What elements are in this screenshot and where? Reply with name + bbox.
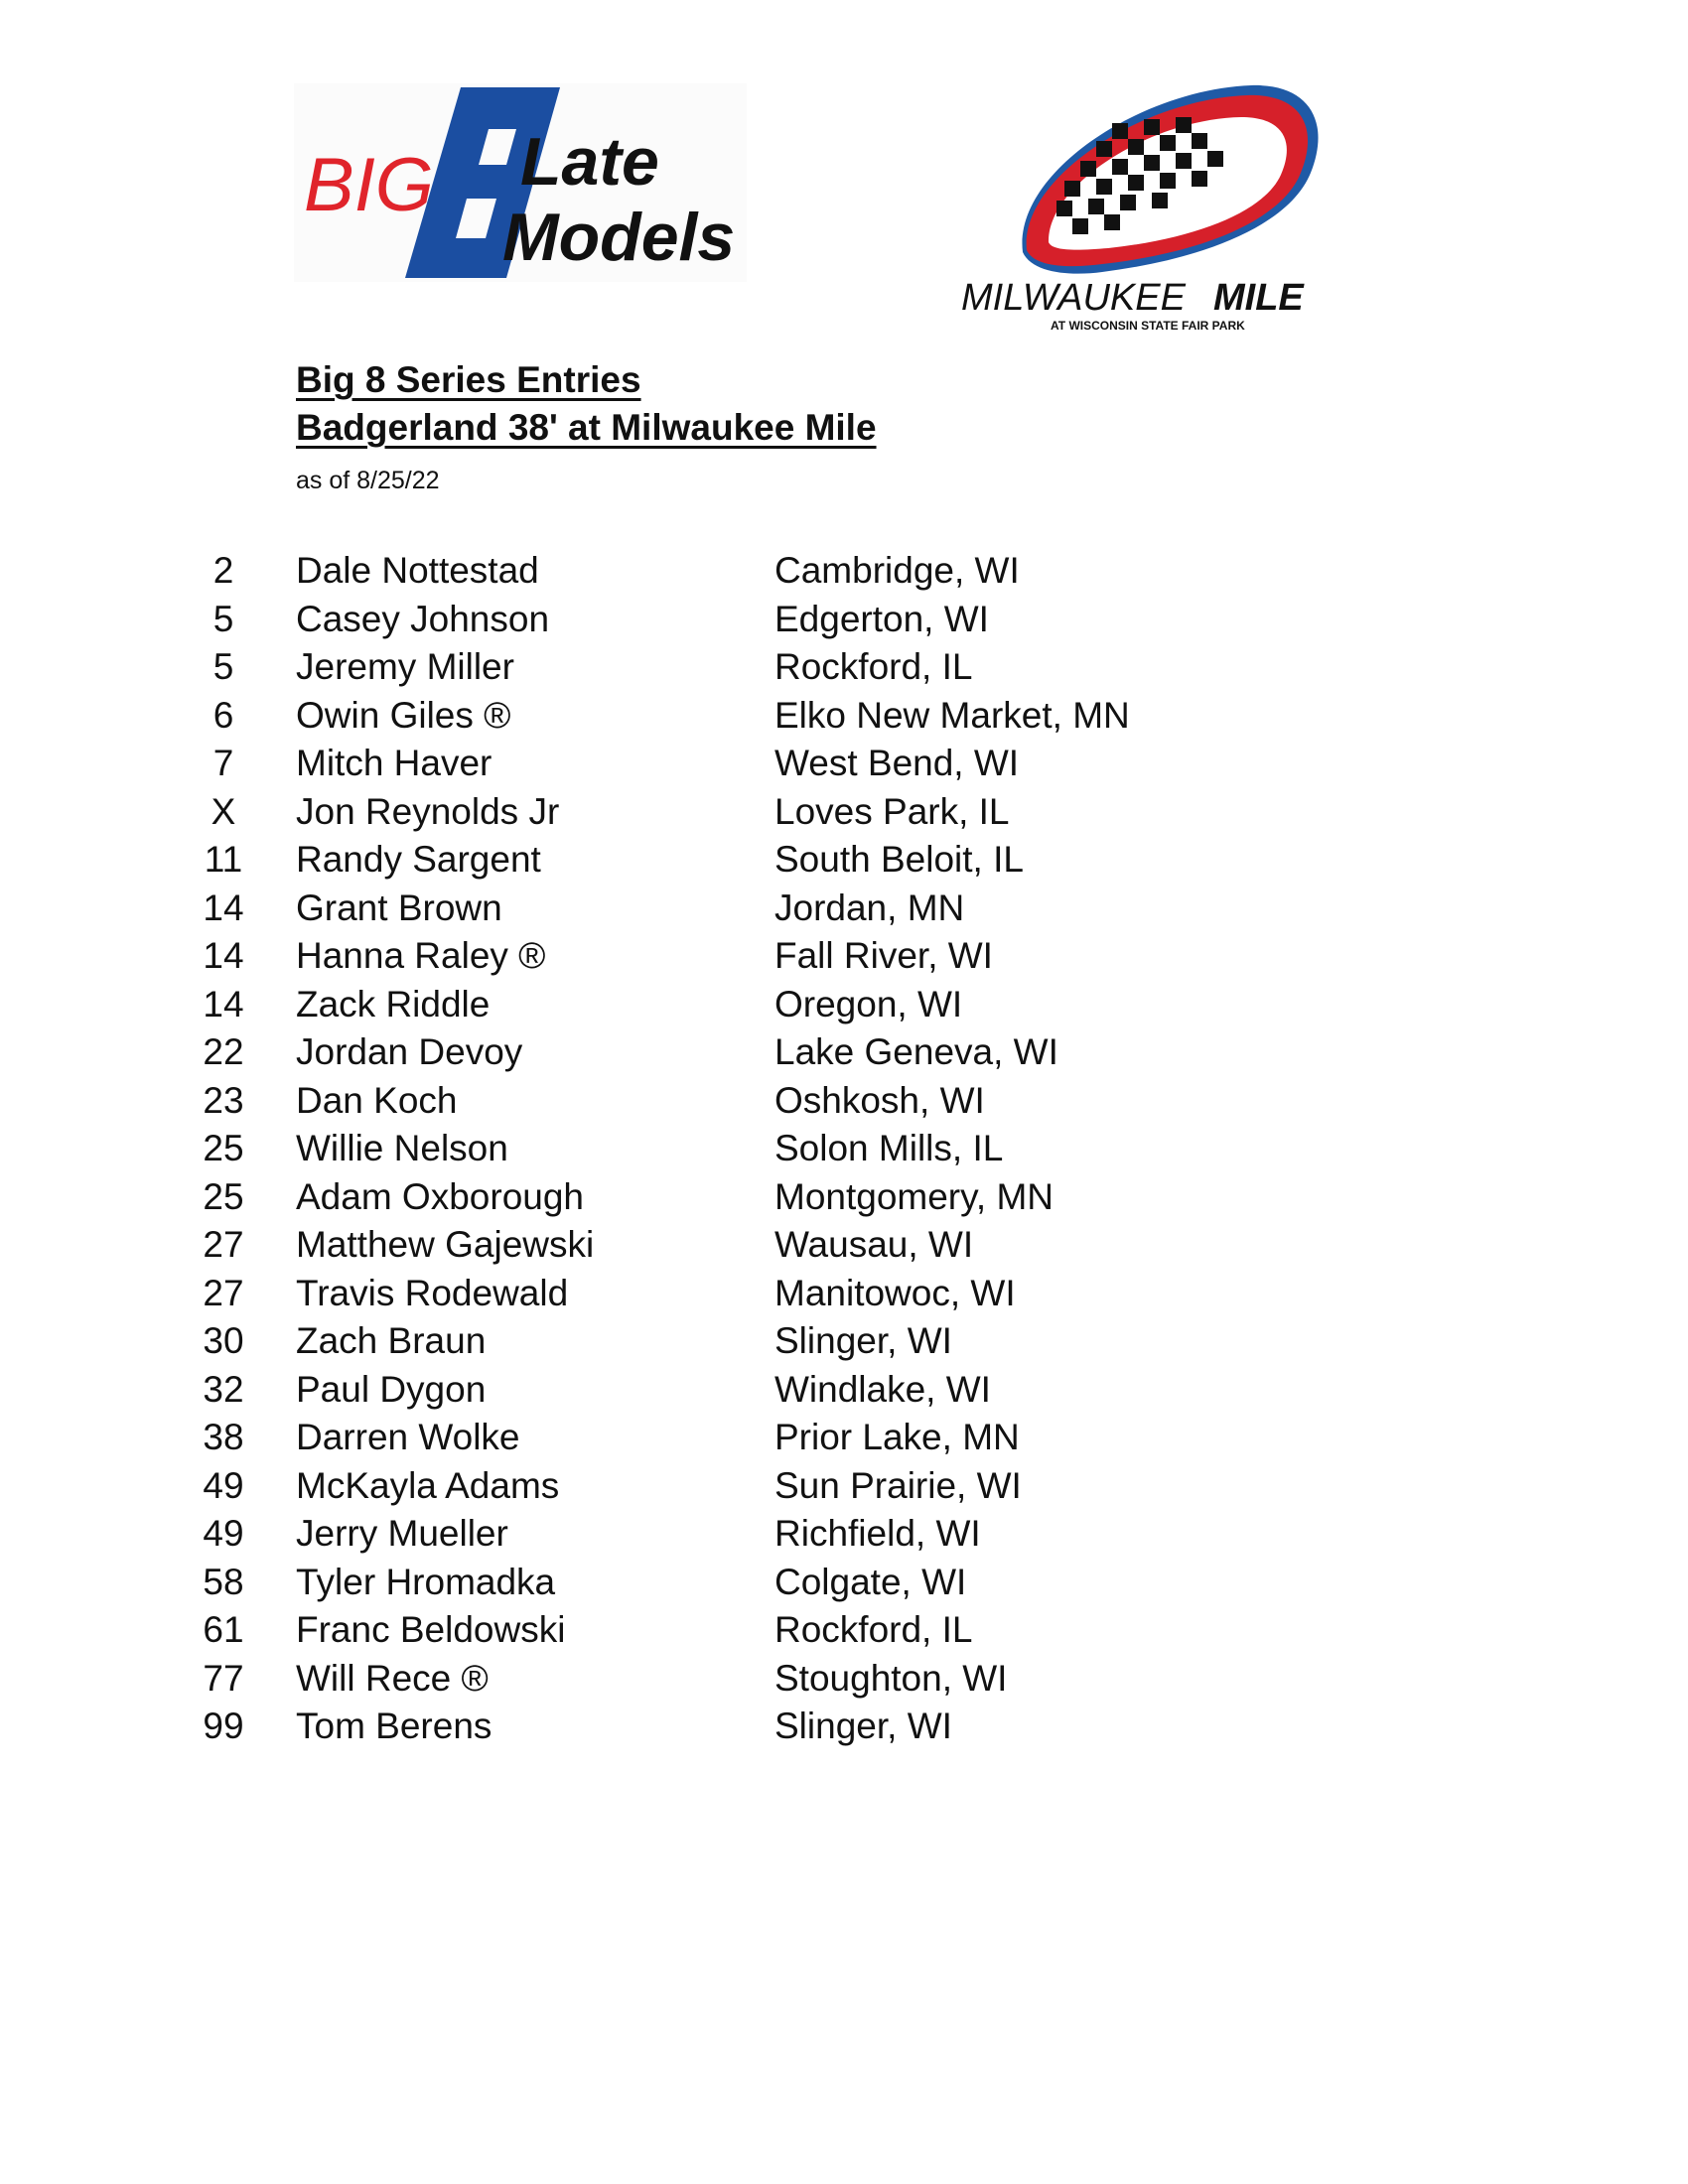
- hometown: Edgerton, WI: [774, 598, 989, 639]
- driver-name: Jon Reynolds Jr: [296, 790, 560, 832]
- entry-row: [0, 1273, 1688, 1321]
- milwaukee-mile-logo: [953, 83, 1340, 338]
- entry-row: [0, 1080, 1688, 1129]
- driver-name: Hanna Raley ®: [296, 935, 546, 976]
- car-number: 23: [203, 1079, 244, 1121]
- milwaukee-mile-logo-mile-text: MILE: [1213, 277, 1304, 319]
- hometown: Solon Mills, IL: [774, 1128, 1004, 1168]
- big8-logo-graphic: [294, 83, 747, 282]
- hometown: Colgate, WI: [774, 1561, 967, 1602]
- driver-name: Dan Koch: [296, 1079, 458, 1121]
- hometown: Slinger, WI: [774, 1706, 952, 1746]
- hometown: Sun Prairie, WI: [774, 1464, 1022, 1506]
- car-number: 49: [203, 1464, 244, 1506]
- car-number: 77: [203, 1657, 244, 1699]
- entry-row: [0, 1176, 1688, 1225]
- entry-row: [0, 1465, 1688, 1514]
- entry-row: [0, 1369, 1688, 1418]
- entry-row: [0, 743, 1688, 791]
- car-number: 38: [203, 1417, 244, 1457]
- car-number: 58: [203, 1561, 244, 1602]
- driver-name: Grant Brown: [296, 887, 502, 928]
- driver-name: Jordan Devoy: [296, 1031, 523, 1072]
- hometown: West Bend, WI: [774, 743, 1020, 783]
- car-number: 14: [203, 983, 244, 1024]
- car-number: 32: [203, 1368, 244, 1410]
- car-number: 14: [203, 887, 244, 928]
- driver-name: Mitch Haver: [296, 743, 492, 783]
- hometown: Fall River, WI: [774, 935, 993, 976]
- milwaukee-mile-logo-graphic: [953, 83, 1340, 338]
- hometown: Rockford, IL: [774, 646, 973, 687]
- entry-row: [0, 1609, 1688, 1658]
- car-number: 27: [203, 1224, 244, 1265]
- hometown: Montgomery, MN: [774, 1175, 1054, 1217]
- hometown: Rockford, IL: [774, 1609, 973, 1650]
- entry-row: [0, 1128, 1688, 1176]
- entry-row: [0, 1706, 1688, 1754]
- car-number: 14: [203, 935, 244, 976]
- driver-name: McKayla Adams: [296, 1464, 560, 1506]
- car-number: X: [211, 790, 236, 832]
- event-title: Badgerland 38' at Milwaukee Mile: [296, 407, 877, 448]
- hometown: Prior Lake, MN: [774, 1417, 1020, 1457]
- car-number: 30: [203, 1320, 244, 1361]
- car-number: 61: [203, 1609, 244, 1650]
- driver-name: Matthew Gajewski: [296, 1224, 595, 1265]
- hometown: Loves Park, IL: [774, 790, 1010, 832]
- milwaukee-mile-logo-tagline: AT WISCONSIN STATE FAIR PARK: [1051, 319, 1245, 333]
- entry-row: [0, 935, 1688, 984]
- driver-name: Owin Giles ®: [296, 694, 511, 736]
- entry-row: [0, 1562, 1688, 1610]
- entry-row: [0, 984, 1688, 1032]
- driver-name: Casey Johnson: [296, 598, 550, 639]
- car-number: 5: [212, 646, 234, 687]
- driver-name: Dale Nottestad: [296, 550, 539, 591]
- hometown: Elko New Market, MN: [774, 694, 1130, 736]
- driver-name: Darren Wolke: [296, 1417, 520, 1457]
- hometown: Lake Geneva, WI: [774, 1031, 1058, 1072]
- entry-row: [0, 1658, 1688, 1706]
- car-number: 7: [212, 743, 234, 783]
- hometown: Jordan, MN: [774, 887, 965, 928]
- car-number: 25: [203, 1128, 244, 1168]
- entry-row: [0, 1224, 1688, 1273]
- car-number: 6: [212, 694, 234, 736]
- milwaukee-mile-logo-milwaukee-text: MILWAUKEE: [961, 277, 1186, 319]
- entry-row: [0, 646, 1688, 695]
- driver-name: Will Rece ®: [296, 1657, 489, 1699]
- hometown: Oshkosh, WI: [774, 1079, 985, 1121]
- big8-late-models-logo: [294, 83, 747, 282]
- entry-row: [0, 887, 1688, 936]
- driver-name: Franc Beldowski: [296, 1609, 566, 1650]
- driver-name: Adam Oxborough: [296, 1175, 585, 1217]
- entry-row: [0, 550, 1688, 599]
- driver-name: Zack Riddle: [296, 983, 491, 1024]
- entry-list: [0, 550, 1688, 1754]
- car-number: 2: [212, 550, 234, 591]
- car-number: 11: [204, 839, 243, 880]
- as-of-date: as of 8/25/22: [296, 467, 440, 494]
- hometown: Richfield, WI: [774, 1513, 981, 1554]
- page-title: Big 8 Series Entries: [296, 359, 641, 400]
- car-number: 5: [212, 598, 234, 639]
- hometown: Cambridge, WI: [774, 550, 1020, 591]
- entry-row: [0, 1031, 1688, 1080]
- driver-name: Willie Nelson: [296, 1128, 508, 1168]
- driver-name: Paul Dygon: [296, 1368, 487, 1410]
- driver-name: Jeremy Miller: [296, 646, 514, 687]
- driver-name: Jerry Mueller: [296, 1513, 508, 1554]
- car-number: 25: [203, 1175, 244, 1217]
- driver-name: Travis Rodewald: [296, 1272, 569, 1313]
- car-number: 99: [203, 1706, 244, 1746]
- driver-name: Tom Berens: [296, 1706, 492, 1746]
- entry-row: [0, 1417, 1688, 1465]
- hometown: Manitowoc, WI: [774, 1272, 1016, 1313]
- hometown: Oregon, WI: [774, 983, 963, 1024]
- car-number: 27: [203, 1272, 244, 1313]
- car-number: 49: [203, 1513, 244, 1554]
- hometown: Slinger, WI: [774, 1320, 952, 1361]
- hometown: South Beloit, IL: [774, 839, 1024, 880]
- entry-row: [0, 791, 1688, 840]
- hometown: Stoughton, WI: [774, 1657, 1008, 1699]
- entry-row: [0, 695, 1688, 744]
- driver-name: Zach Braun: [296, 1320, 487, 1361]
- hometown: Wausau, WI: [774, 1224, 974, 1265]
- entry-row: [0, 1513, 1688, 1562]
- entry-row: [0, 839, 1688, 887]
- hometown: Windlake, WI: [774, 1368, 991, 1410]
- big8-logo-models-text: Models: [502, 200, 736, 275]
- entry-row: [0, 599, 1688, 647]
- entry-row: [0, 1320, 1688, 1369]
- car-number: 22: [203, 1031, 244, 1072]
- driver-name: Randy Sargent: [296, 839, 541, 880]
- big8-logo-late-text: Late: [520, 124, 659, 200]
- driver-name: Tyler Hromadka: [296, 1561, 556, 1602]
- big8-logo-big-text: BIG: [304, 143, 434, 227]
